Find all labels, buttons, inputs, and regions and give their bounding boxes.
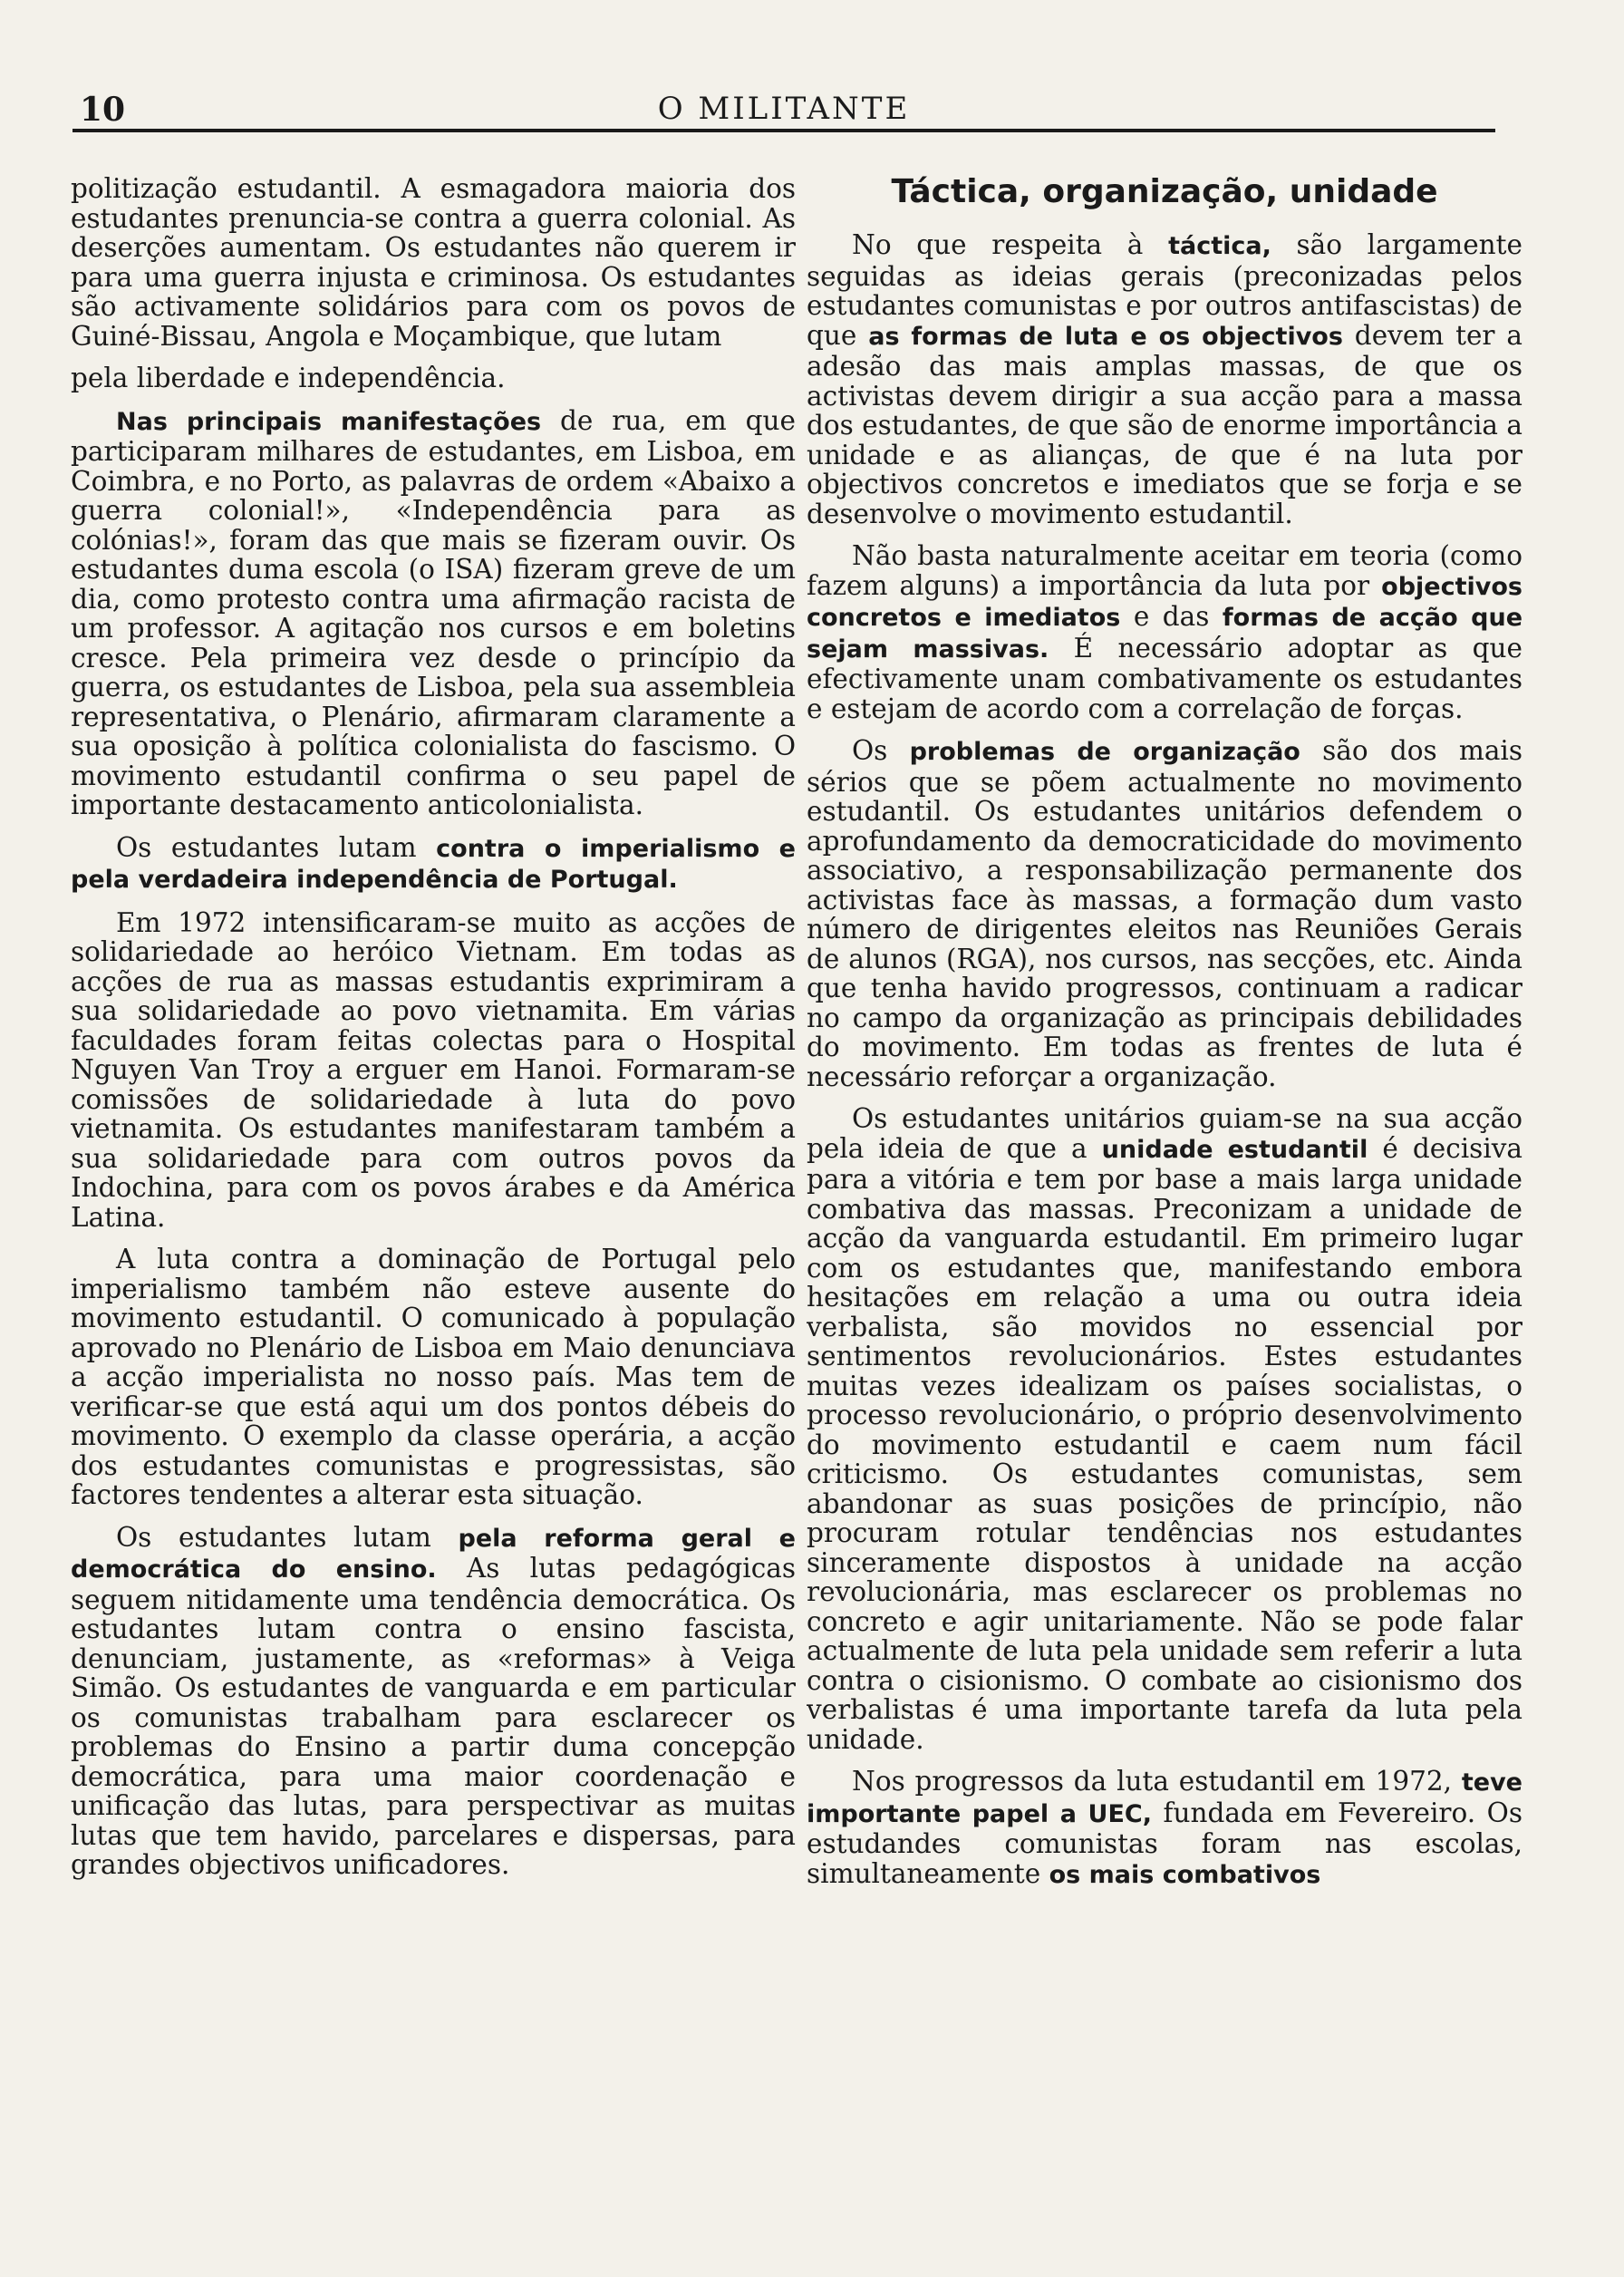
right-column bbox=[807, 174, 1522, 2232]
paragraph: politização estudantil. A esmagadora maioria dos estudantes prenuncia-se contra a guerra colonial. As deserções aumentam. Os estudantes não querem ir para uma guerra injusta e criminosa. Os estudantes são activamente solidários para com os povos de Guiné-Bissau, Angola e Moçambique, que lutam bbox=[71, 174, 796, 352]
paragraph: Os problemas de organização são dos mais sérios que se põem actualmente no movimento estudantil. Os estudantes unitários defendem o aprofundamento da democraticidade do movimento associativo, a responsabilização permanente dos activistas face às massas, a formação dum vasto número de dirigentes eleitos nas Reuniões Gerais de alunos (RGA), nos cursos, nas secções, etc. Ainda que tenha havido progressos, continuam a radicar no campo da organização as principais debilidades do movimento. Em todas as frentes de luta é necessário reforçar a organização. bbox=[807, 735, 1522, 1092]
paragraph: A luta contra a dominação de Portugal pelo imperialismo também não esteve ausente do movimento estudantil. O comunicado à população aprovado no Plenário de Lisboa em Maio denunciava a acção imperialista no nosso país. Mas tem de verificar-se que está aqui um dos pontos débeis do movimento. O exemplo da classe operária, a acção dos estudantes comunistas e progressistas, são factores tendentes a alterar esta situação. bbox=[71, 1244, 796, 1510]
paragraph: Nos progressos da luta estudantil em 1972, teve importante papel a UEC, fundada em Fevereiro. Os estudandes comunistas foram nas escolas, simultaneamente os mais combativos bbox=[807, 1766, 1522, 1889]
paragraph: Nas principais manifestações de rua, em que participaram milhares de estudantes, em Lisboa, em Coimbra, e no Porto, as palavras de ordem «Abaixo a guerra colonial!», «Independência para as colónias!», foram das que mais se fizeram ouvir. Os estudantes duma escola (o ISA) fizeram greve de um dia, como protesto contra uma afirmação racista de um professor. A agitação nos cursos e em boletins cresce. Pela primeira vez desde o princípio da guerra, os estudantes de Lisboa, pela sua assembleia representativa, o Plenário, afirmaram claramente a sua oposição à política colonialista do fascismo. O movimento estudantil confirma o seu papel de importante destacamento anticolonialista. bbox=[71, 404, 796, 820]
section-title: Táctica, organização, unidade bbox=[891, 174, 1438, 210]
paragraph: No que respeita à táctica, são largamente seguidas as ideias gerais (preconizadas pelos estudantes comunistas e por outros antifascistas) de que as formas de luta e os objectivos devem ter a adesão das mais amplas massas, de que os activistas devem dirigir a sua acção para a massa dos estudantes, de que são de enorme importância a unidade e as alianças, de que é na luta por objectivos concretos e imediatos que se forja e se desenvolve o movimento estudantil. bbox=[807, 229, 1522, 529]
journal-title: O MILITANTE bbox=[657, 91, 911, 127]
paragraph: Os estudantes lutam pela reforma geral e democrática do ensino. As lutas pedagógicas seguem nitidamente uma tendência democrática. Os estudantes lutam contra o ensino fascista, denunciam, justamente, as «reformas» à Veiga Simão. Os estudantes de vanguarda e em particular os comunistas trabalham para esclarecer os problemas do Ensino a partir duma concepção democrática, para uma maior coordenação e unificação das lutas, para perspectivar as muitas lutas que tem havido, parcelares e dispersas, para grandes objectivos unificadores. bbox=[71, 1521, 796, 1880]
paragraph: Não basta naturalmente aceitar em teoria (como fazem alguns) a importância da luta por objectivos concretos e imediatos e das formas de acção que sejam massivas. É necessário adoptar as que efectivamente unam combativamente os estudantes e estejam de acordo com a correlação de forças. bbox=[807, 540, 1522, 724]
paragraph: Os estudantes lutam contra o imperialismo e pela verdadeira independência de Portugal. bbox=[71, 831, 796, 894]
paragraph: pela liberdade e independência. bbox=[71, 363, 506, 393]
left-column bbox=[71, 174, 796, 2232]
paragraph: Os estudantes unitários guiam-se na sua acção pela ideia de que a unidade estudantil é decisiva para a vitória e tem por base a mais larga unidade combativa das massas. Preconizam a unidade de acção da vanguarda estudantil. Em primeiro lugar com os estudantes que, manifestando embora hesitações em relação a uma ou outra ideia verbalista, são movidos no essencial por sentimentos revolucionários. Estes estudantes muitas vezes idealizam os países socialistas, o processo revolucionário, o próprio desenvolvimento do movimento estudantil e caem num fácil criticismo. Os estudantes comunistas, sem abandonar as suas posições de princípio, não procuram rotular tendências nos estudantes sinceramente dispostos à unidade na acção revolucionária, mas esclarecer os problemas no concreto e agir unitariamente. Não se pode falar actualmente de luta pela unidade sem referir a luta contra o cisionismo. O combate ao cisionismo dos verbalistas é uma importante tarefa da luta pela unidade. bbox=[807, 1103, 1522, 1755]
page-header bbox=[72, 87, 1495, 132]
page-number: 10 bbox=[80, 91, 126, 129]
paragraph: Em 1972 intensificaram-se muito as acções de solidariedade ao heróico Vietnam. Em todas as acções de rua as massas estudantis exprimiram a sua solidariedade ao povo vietnamita. Em várias faculdades foram feitas colectas para o Hospital Nguyen Van Troy a erguer em Hanoi. Formaram-se comissões de solidariedade à luta do povo vietnamita. Os estudantes manifestaram também a sua solidariedade para com outros povos da Indochina, para com os povos árabes e da América Latina. bbox=[71, 906, 796, 1233]
